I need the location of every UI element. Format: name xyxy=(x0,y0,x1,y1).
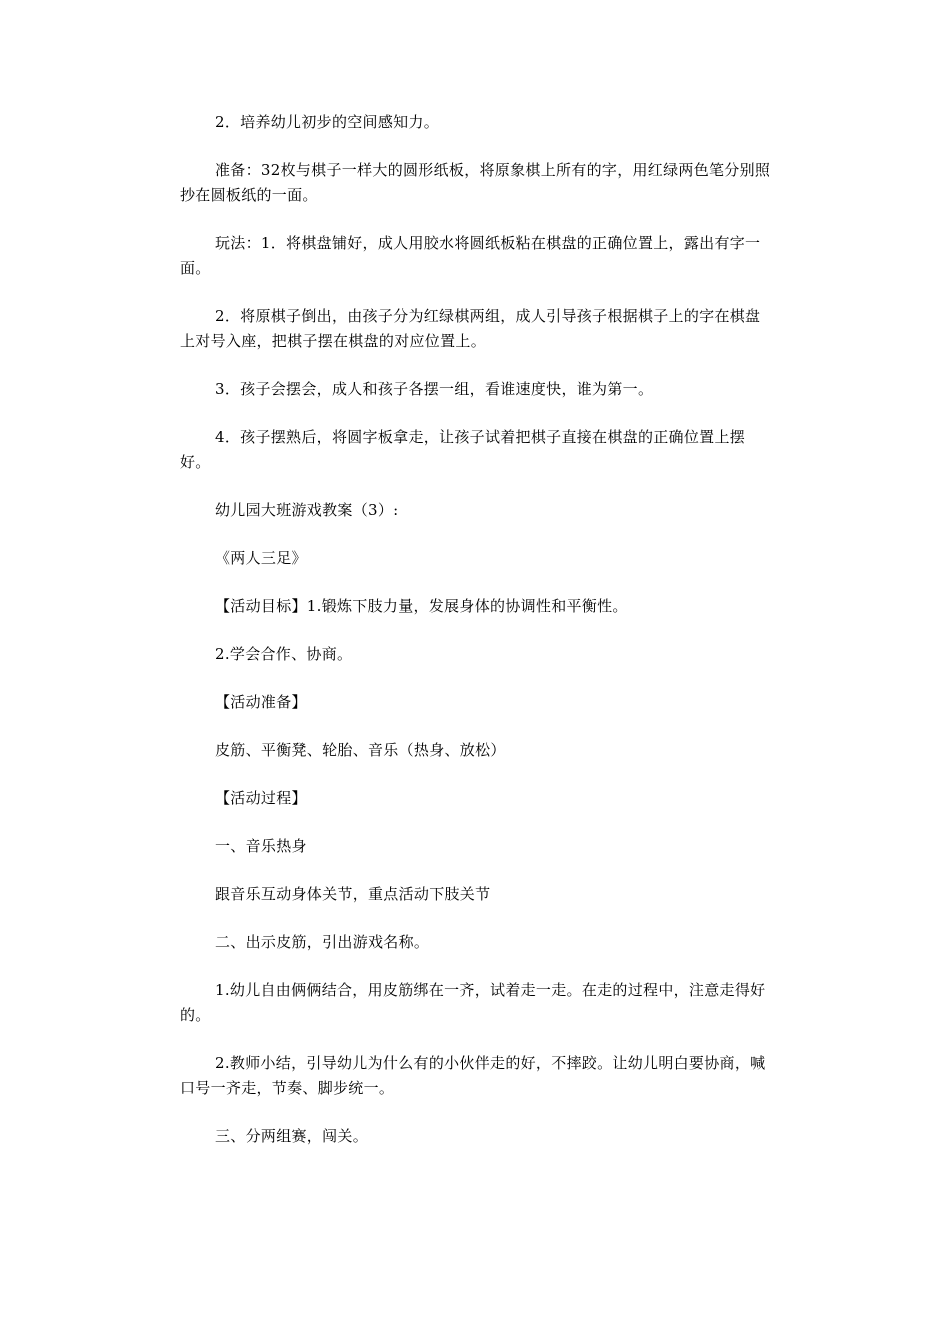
paragraph-play-3: 3．孩子会摆会，成人和孩子各摆一组，看谁速度快，谁为第一。 xyxy=(215,380,654,398)
paragraph-goal-cooperation: 2.学会合作、协商。 xyxy=(215,645,353,663)
paragraph-play-1: 玩法：1．将棋盘铺好，成人用胶水将圆纸板粘在棋盘的正确位置上，露出有字一面。 xyxy=(180,234,761,277)
step-show-band: 二、出示皮筋，引出游戏名称。 xyxy=(215,933,430,951)
section-heading-lesson-3: 幼儿园大班游戏教案（3）: xyxy=(215,501,399,519)
paragraph-goal-2: 2．培养幼儿初步的空间感知力。 xyxy=(215,113,440,131)
step-warmup: 一、音乐热身 xyxy=(215,837,307,855)
paragraph-play-4: 4．孩子摆熟后，将圆字板拿走，让孩子试着把棋子直接在棋盘的正确位置上摆好。 xyxy=(180,428,746,471)
paragraph-warmup-detail: 跟音乐互动身体关节，重点活动下肢关节 xyxy=(215,885,491,903)
heading-activity-preparation: 【活动准备】 xyxy=(215,693,307,711)
document-page xyxy=(180,110,772,1172)
paragraph-teacher-summary: 2.教师小结，引导幼儿为什么有的小伙伴走的好，不摔跤。让幼儿明白要协商，喊口号一齐走，节奏、脚步统一。 xyxy=(180,1054,766,1097)
paragraph-activity-goal: 【活动目标】1.锻炼下肢力量，发展身体的协调性和平衡性。 xyxy=(215,597,628,615)
paragraph-play-2: 2．将原棋子倒出，由孩子分为红绿棋两组，成人引导孩子根据棋子上的字在棋盘上对号入座，把棋子摆在棋盘的对应位置上。 xyxy=(180,307,761,350)
heading-activity-process: 【活动过程】 xyxy=(215,789,307,807)
paragraph-preparation: 准备：32枚与棋子一样大的圆形纸板，将原象棋上所有的字，用红绿两色笔分别照抄在圆板纸的一面。 xyxy=(180,161,771,204)
paragraph-pairing: 1.幼儿自由俩俩结合，用皮筋绑在一齐，试着走一走。在走的过程中，注意走得好的。 xyxy=(180,981,766,1024)
step-group-race: 三、分两组赛，闯关。 xyxy=(215,1127,369,1145)
game-title: 《两人三足》 xyxy=(215,549,307,567)
paragraph-materials: 皮筋、平衡凳、轮胎、音乐（热身、放松） xyxy=(215,741,506,759)
